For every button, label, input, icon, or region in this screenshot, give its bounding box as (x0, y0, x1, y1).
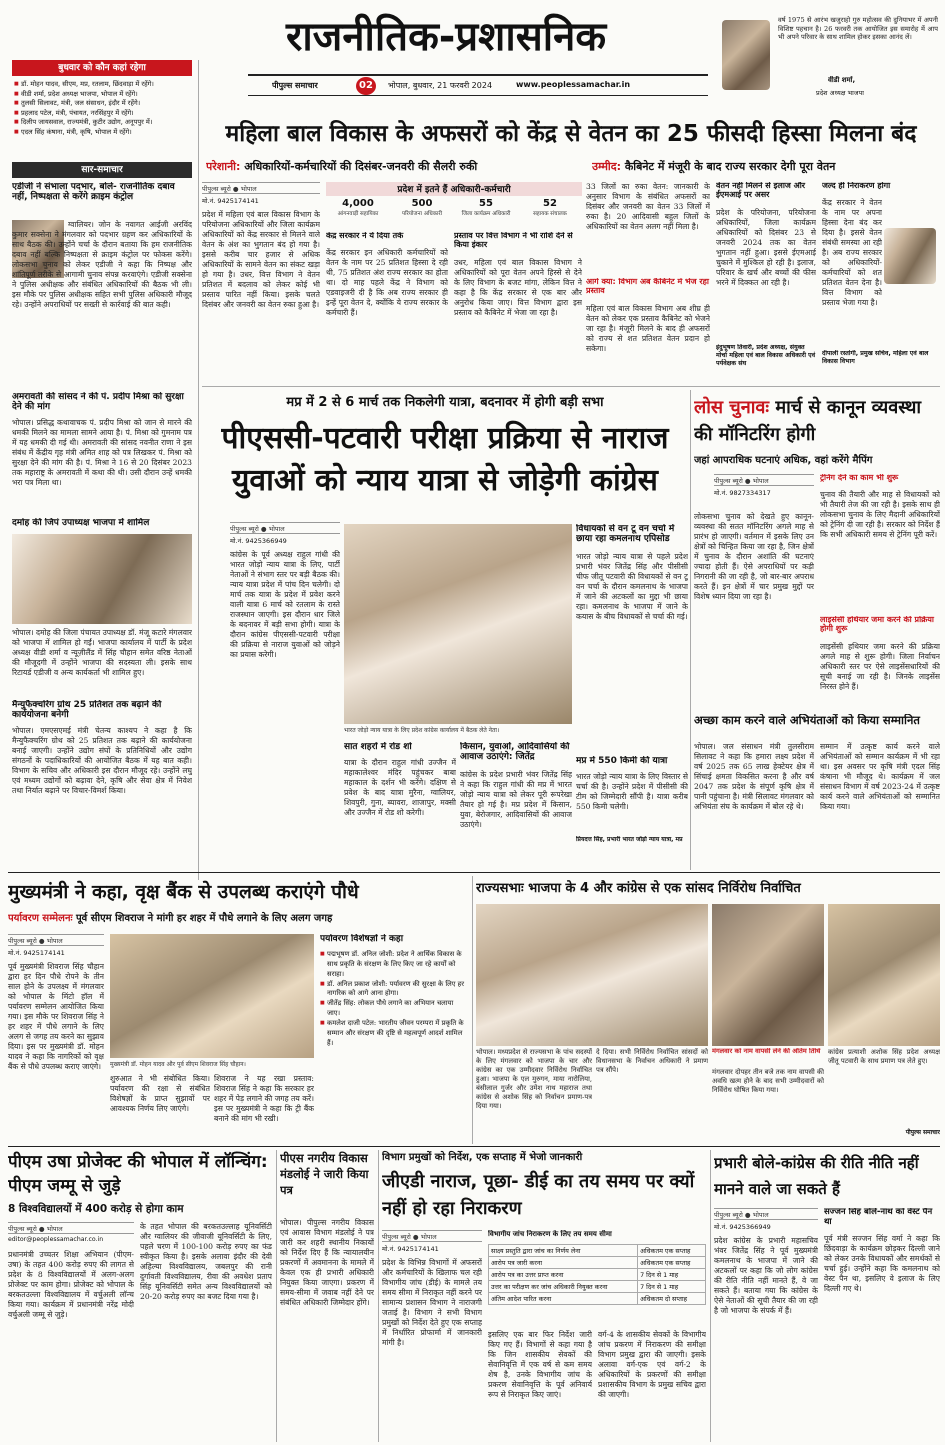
story5-photo-caption: मुख्यमंत्री डॉ. मोहन यादव और पूर्व सीएम शिवराज सिंह चौहान। (110, 1061, 246, 1068)
publication-name: पीपुल्स समाचार (272, 81, 318, 90)
byline: पीपुल्स ब्यूरो ● भोपाल (8, 934, 104, 946)
table-cell: साक्ष्य प्रस्तुति द्वारा जांच का निर्णय लेना (489, 1245, 638, 1257)
column-divider (276, 1150, 277, 1442)
page-number: 02 (356, 77, 376, 95)
lead-mid1-head-text: केंद्र सरकार ने ये दिया तर्क (326, 232, 404, 240)
story2-sub4-text: भारत जोड़ो न्याय यात्रा के लिए विस्तार से चर्चा की है। उन्होंने प्रदेश में पीसीसी की टीम को जिम्मेदारी सौंपी है। यात्रा करीब 550 किमी चलेगी। (576, 772, 688, 812)
lead-mid2-head: प्रस्ताव पर वित्त विभाग ने भी राशि देने से किया इंकार (454, 232, 573, 249)
table-cell: 7 दिन से 1 माह (638, 1269, 706, 1281)
divider (202, 386, 940, 387)
byline: पीपुल्स ब्यूरो ● भोपाल (8, 1222, 134, 1234)
story9-col3: वर्ग-4 के शासकीय सेवकों के विभागीय जांच प्रकरण में निराकरण की समीक्षा विभाग प्रमुख द्वारा की जाएगी। इसके अलावा वर्ग-एक एवं वर्ग-2 के अधिकारियों के प्रकरणों की समीक्षा प्रशासकीय विभाग के प्रमुख सचिव द्वारा की जाएगी। (598, 1330, 706, 1400)
lead-mid5-text: प्रदेश के परियोजना, परियोजना अधिकारियों, जिला कार्यक्रम अधिकारियों को दिसंबर 23 से जनवरी 2024 तक का वेतन भुगतान नहीं हुआ। इससे ईएमआई चुकाने में मुश्किल हो रही है। इलाज, परिवार के खर्च और बच्चों की फीस भरने में दिक्कत आ रही है। (716, 208, 816, 288)
story9-table (488, 1244, 706, 1305)
byline-mobile: मो.नं. 9425174141 (202, 197, 259, 205)
byline-mobile: मो.नं. 9425366949 (714, 1223, 771, 1231)
story-law-order (694, 390, 940, 710)
story8-headline: पीएस नगरीय विकास मंडलोई ने जारी किया पत्र (280, 1151, 369, 1197)
story6-photo-3 (828, 904, 940, 1046)
stat-value: 55 (479, 198, 493, 209)
table-cell: 7 दिन से 1 माह (638, 1281, 706, 1293)
byline: पीपुल्स ब्यूरो ● भोपाल (382, 1230, 482, 1242)
lead-right-quote: दीपाली रस्तोगी, प्रमुख सचिव, महिला एवं बाल विकास विभाग (822, 350, 929, 366)
story-congress-incharge (714, 1150, 940, 1442)
story-gad (382, 1150, 706, 1442)
story10-headline: प्रभारी बोले-कांग्रेस की रीति नीति नहीं मानने वाले जा सकते हैं (714, 1154, 919, 1198)
list-item: ■ पद्मभूषण डॉ. अनिल जोशी: प्रदेश ने आर्थिक विकास के साथ प्रकृति के संरक्षण के लिए किए जा रहे कार्यों को सराहा। (320, 950, 468, 980)
story7-col2: के तहत भोपाल की बरकतउल्लाह यूनिवर्सिटी और ग्वालियर की जीवाजी यूनिवर्सिटी के लिए, पहले चरण में 100-100 करोड़ रुपए का फंड स्वीकृत किया है। इसके अलावा इंदौर की देवी अहिल्या विश्वविद्यालय, जबलपुर की रानी दुर्गावती विश्वविद्यालय, रीवा की अवधेश प्रताप सिंह यूनिवर्सिटी समेत अन्य विश्वविद्यालयों को 20-20 करोड़ रुपए का बजट दिया गया है। (140, 1222, 272, 1302)
story9-kicker: विभाग प्रमुखों को निर्देश, एक सप्ताह में भेजो जानकारी (382, 1152, 583, 1163)
story10-side-text: पूर्व मंत्री सज्जन सिंह वर्मा ने कहा कि छिंदवाड़ा के कार्यक्रम छोड़कर दिल्ली जाने को लेकर उनके विधायकों और समर्थकों से चर्चा हुई। उन्होंने कहा कि कमलनाथ को वेस्ट पैन था, इसलिए वे इलाज के लिए दिल्ली गए थे। (824, 1234, 940, 1294)
list-item: ■ एदल सिंह कंषाना, मंत्री, कृषि, भोपाल में रहेंगे। (14, 128, 194, 138)
story6-caption-1: भोपाल। मध्यप्रदेश से राज्यसभा के पांच सदस्यों के लिए मंगलवार को भाजपा के चार और कांग्रेस का एक उम्मीदवार निर्विरोध निर्वाचित हुआ। भाजपा के एल मुरुगन, माया नारोलिया, बंसीलाल गुर्जर और उमेश नाथ महाराज तथा कांग्रेस से अशोक सिंह को निर्वाचन प्रमाण-पत्र दिया गया। (476, 1048, 592, 1110)
lead-story (202, 110, 940, 382)
table-cell: अधिकतम दो सप्ताह (638, 1293, 706, 1305)
story4-col2: सम्मान में उत्कृष्ट कार्य करने वाले अभियंताओं को सम्मान कार्यक्रम में भी रहा था। इस अवसर पर कृषि मंत्री एदल सिंह कंषाना भी मौजूद थे। कार्यक्रम में जल संसाधन विभाग में वर्ष 2023-24 में उत्कृष्ट कार्य करने वाले अभियंताओं को सम्मानित किया गया। (820, 742, 940, 812)
stat-4 (518, 198, 582, 217)
lead-mid4-text: 33 जिलों का रुका वेतन: जानकारी के अनुसार विभाग के संबंधित अफसरों का दिसंबर और जनवरी का वेतन 33 जिलों में रुका है। 20 आदिवासी बहुल जिलों के अधिकारियों का वेतन अलग नहीं मिला है। (586, 182, 710, 232)
story3-kicker: लोस चुनावः (694, 397, 770, 418)
story5-col2: शुरुआत ने भी संबोधित किया। पर्यावरण की रक्षा से संबंधित विशेषज्ञों के प्राप्त सुझावों पर आवश्यक निर्णय लिए जाएंगे। (110, 1074, 210, 1114)
leader-name: वीडी शर्मा, (828, 76, 856, 84)
byline: पीपुल्स ब्यूरो ● भोपाल (714, 474, 814, 486)
story2-sub3-text: भारत जोड़ो न्याय यात्रा से पहले प्रदेश प्रभारी भंवर जितेंद्र सिंह और पीसीसी चीफ जीतू पटवारी की विधायकों से वन टू वन चर्चा के दौरान कमलनाथ के भाजपा में जाने की अटकलों का मुद्दा भी छाया रहा। कमलनाथ के भाजपा में जाने के कयास के बीच विधायकों से चर्चा की गई। (576, 552, 688, 622)
stat-label: परियोजना अधिकारी (401, 211, 443, 217)
story6-photo-1 (476, 904, 708, 1046)
column-divider (378, 1150, 379, 1442)
leader-box (716, 16, 940, 102)
table-cell: अधिकतम एक सप्ताह (638, 1257, 706, 1269)
table-cell: आरोप पत्र का उत्तर प्राप्त करना (489, 1269, 638, 1281)
table-row (489, 1293, 706, 1305)
story3-sub2-head: लाइसेंसी हथियार जमा करने की प्रक्रिया होगी शुरू (820, 616, 934, 633)
lead-mid3-head: आगे क्या: विभाग अब कैबिनेट में भेज रहा प्रस्ताव (586, 278, 709, 295)
list-item: ■ डॉ. मोहन यादव, सीएम, मप्र, रतलाम, छिंदवाड़ा में रहेंगे। (14, 80, 194, 90)
summary-1-text: ग्वालियर। जोन के नवागत आईजी अरविंद कुमार सक्सेना ने मंगलवार को पदभार ग्रहण कर अधिकारियों के साथ बैठक की। उन्होंने चर्चा के दौरान बताया कि हम राजनीतिक दबाव नहीं बल्कि निष्पक्षता से क्राइम कंट्रोल पर फोकस करेंगे। लोकसभा चुनाव को लेकर एडीजी ने कहा कि निष्पक्ष और शांतिपूर्ण तरीके से आगामी चुनाव संपन्न करवाएंगे। एडीजी सक्सेना ने पुलिस अधीक्षक और संबंधित अधिकारियों की बैठक भी ली। इस मौके पर पुलिस अधीक्षक सहित सभी पुलिस अधिकारी मौजूद रहे। उन्होंने अपराधियों पर सख्ती से कार्रवाई की बात कही। (12, 220, 192, 310)
column-divider (472, 876, 473, 1144)
column-divider (690, 390, 691, 870)
story7-col1: प्रधानमंत्री उच्चतर शिक्षा अभियान (पीएम-उषा) के तहत 400 करोड़ रुपए की लागत से प्रदेश के 8 विश्वविद्यालयों में अलग-अलग प्रोजेक्ट पर काम होगा। प्रोजेक्ट को भोपाल के बरकतउल्ला विश्वविद्यालय में वर्चुअली लॉन्च किया गया। कार्यक्रम में प्रधानमंत्री नरेंद्र मोदी वर्चुअली जम्मू से जुड़े। (8, 1250, 134, 1320)
lead-col1: प्रदेश में महिला एवं बाल विकास विभाग के परियोजना अधिकारियों और जिला कार्यक्रम अधिकारियों को केंद्र सरकार से मिलने वाले वेतन के अंश का भुगतान बंद हो गया है। इससे करीब चार हजार से अधिक अधिकारियों के सामने वेतन का संकट खड़ा हो गया है। उधर, वित्त विभाग ने वेतन प्रतिशत में बदलाव को लेकर कोई भी प्रस्ताव पारित नहीं किया। इसके चलते दिसंबर और जनवरी का वेतन रुका हुआ है। (202, 210, 320, 310)
who-where-title: बुधवार को कौन कहां रहेगा (12, 60, 192, 76)
list-item: ■ दिलीप जायसवाल, राज्यमंत्री, कुटीर उद्योग, अनूपपुर में। (14, 118, 194, 128)
story9-col2: इसलिए एक बार फिर निर्देश जारी किए गए हैं। विभागों से कहा गया है कि जिन शासकीय सेवकों की सेवानिवृत्ति में एक वर्ष से कम समय शेष है, उनके विभागीय जांच के प्रकरण सेवानिवृत्ति के पूर्व अनिवार्य रूप से निराकृत किए जाएं। (488, 1330, 592, 1400)
lead-mid1-head (326, 232, 448, 246)
story7-sub: 8 विश्वविद्यालयों में 400 करोड़ से होगा काम (8, 1203, 184, 1215)
story4-col1: भोपाल। जल संसाधन मंत्री तुलसीराम सिलावट ने कहा कि हमारा लक्ष्य प्रदेश में वर्ष 2025 तक 65 लाख हेक्टेयर क्षेत्र में सिंचाई क्षमता विकसित करना है और वर्ष 2047 तक प्रदेश के संपूर्ण कृषि क्षेत्र में पानी पहुंचाना है। मंत्री सिलावट मंगलवार को अभियंता संघ के कार्यक्रम में बोल रहे थे। (694, 742, 814, 812)
story5-headline: मुख्यमंत्री ने कहा, वृक्ष बैंक से उपलब्ध कराएंगे पौधे (8, 881, 359, 903)
lead-right-head: जल्द ही निराकरण होगा (822, 182, 891, 190)
story7-headline: पीएम उषा प्रोजेक्ट की भोपाल में लॉन्चिंग: पीएम जम्मू से जुड़े (8, 1152, 268, 1196)
list-item: ■ कमलेश दाजी पटेल: भारतीय जीवन परम्परा में प्रकृति के सम्मान और संरक्षण की दृष्टि से महत्वपूर्ण आदर्श शामिल हैं। (320, 1019, 468, 1049)
stat-value: 500 (411, 198, 433, 209)
story6-headline: राज्यसभाः भाजपा के 4 और कांग्रेस से एक सांसद निर्विरोध निर्वाचित (476, 881, 801, 896)
stat-1 (326, 198, 390, 217)
story3-sub1-head: ट्रेनिंग देने का काम भी शुरू (820, 474, 899, 482)
story2-sub4-quote: प्रियदत्त सिंह, प्रभारी भारत जोड़ो न्याय यात्रा, मप्र (576, 836, 683, 843)
stat-value: 52 (543, 198, 557, 209)
story6-photo-credit: पीपुल्स समाचार (905, 1129, 940, 1136)
section-title: राजनीतिक-प्रशासनिक (285, 14, 607, 60)
story2-sub1-head: सात शहरों में रोड शो (344, 742, 412, 752)
story3-text: लोकसभा चुनाव को देखते हुए कानून-व्यवस्था की सतत मॉनिटरिंग अगले माह से प्रारंभ हो जाएगी। वर्तमान में इसके लिए उन क्षेत्रों को चिन्हित किया जा रहा है, जिन क्षेत्रों में चुनाव के दौरान अशांति की घटनाएं ज्यादा होती हैं। ऐसे अपराधियों पर कड़ी निगरानी की जा रही है, जो बार-बार अपराध करते हैं। इन क्षेत्रों में चार प्रमुख मुद्दों पर विशेष ध्यान दिया जा रहा है। (694, 512, 814, 602)
lead-sub-left (206, 158, 576, 176)
summary-3-text: भोपाल। दमोह की जिला पंचायत उपाध्यक्ष डॉ. मंजू कटारे मंगलवार को भाजपा में शामिल हो गईं। भाजपा कार्यालय में पार्टी के प्रदेश अध्यक्ष वीडी शर्मा व न्यूज़ीलैंड में सिंह चौहान समेत वरिष्ठ नेताओं की मौजूदगी में उन्होंने भाजपा की सदस्यता ली। इसके साथ रिटायर्ड एडीजी व अन्य कार्यकर्ता भी शामिल हुए। (12, 628, 192, 678)
story5-kicker: पर्यावरण सम्मेलनः (8, 913, 73, 924)
summary-2-headline: अमरावती की सांसद ने की पं. प्रदीप मिश्रा को सुरक्षा देने की मांग (12, 392, 184, 413)
story9-col1: प्रदेश के विभिन्न विभागों में अफसरों और कर्मचारियों के खिलाफ चल रही विभागीय जांच (डीई) के मामले तय समय सीमा में निराकृत नहीं करने पर सामान्य प्रशासन विभाग ने नाराजगी जताई है। विभाग ने सभी विभाग प्रमुखों को निर्देश देते हुए एक सप्ताह में निर्धारित प्रोफार्मा में जानकारी मांगी है। (382, 1258, 482, 1348)
stat-3 (454, 198, 518, 217)
byline: पीपुल्स ब्यूरो ● भोपाल (202, 182, 320, 194)
divider (8, 872, 940, 873)
summary-title: सार-समाचार (12, 162, 192, 178)
leader-role: प्रदेश अध्यक्ष भाजपा (816, 89, 864, 97)
story6-caption-2: दे दिया। सभी निर्विरोध निर्वाचित सांसदों को विधानसभा के निर्वाचन अधिकारी ने प्रमाण पत्र सौंपे। (596, 1048, 708, 1074)
story3-headline-text: मार्च से कानून व्यवस्था की मॉनिटरिंग होगी (694, 397, 922, 445)
story5-photo (110, 934, 314, 1058)
story-environment (8, 876, 468, 1144)
summary-4-text: भोपाल। एमएसएमई मंत्री चेतन्य काश्यप ने कहा है कि मैन्युफैक्चरिंग ग्रोथ को 25 प्रतिशत तक बढ़ाने की कार्ययोजना बनाई जाएगी। उन्होंने उद्योग संघों के प्रतिनिधियों और उद्योग संगठनों के पदाधिकारियों की आयोजित बैठक में यह बात कही। विभाग के सचिव और अधिकारी इस दौरान मौजूद रहे। उन्होंने लघु एवं मध्यम उद्योगों को बढ़ावा देने, कृषि और सेवा क्षेत्र में निवेश तथा निर्यात बढ़ाने पर विचार-विमर्श किया। (12, 726, 192, 796)
divider (8, 1146, 940, 1147)
story2-sub4-head: मप्र में 550 किमी की यात्रा (576, 756, 668, 766)
story2-photo-caption: भारत जोड़ो न्याय यात्रा के लिए प्रदेश कांग्रेस कार्यालय में बैठक लेते नेता। (344, 727, 500, 734)
story-nyay-yatra (202, 390, 688, 860)
lead-right-text: केंद्र सरकार ने वेतन के नाम पर अपना हिस्सा देना बंद कर दिया है। इससे वेतन संबंधी समस्या आ रही है। अब राज्य सरकार को अधिकारियों-कर्मचारियों को शत प्रतिशत वेतन देना है। वित्त विभाग को प्रस्ताव भेजा गया है। (822, 198, 882, 308)
story-urban-dev (280, 1150, 374, 1442)
story-pm-usha (8, 1150, 272, 1442)
left-column (8, 60, 196, 900)
story6-photo-2 (712, 904, 824, 1046)
lead-kicker-right: उम्मीद: (592, 160, 621, 173)
story2-sub1-text: यात्रा के दौरान राहुल गांधी उज्जैन में महाकालेश्वर मंदिर पहुंचकर बाबा महाकाल के दर्शन भी करेंगे। दक्षिण से प्रवेश के बाद यात्रा मुरैना, ग्वालियर, शिवपुरी, गुना, ब्यावरा, शाजापुर, मक्सी और उज्जैन में रोड शो करेगी। (344, 758, 456, 818)
byline: पीपुल्स ब्यूरो ● भोपाल (230, 522, 340, 534)
folio-bar (248, 74, 708, 96)
website-link[interactable]: www.peoplessamachar.in (516, 80, 631, 89)
byline-email: editor@peoplessamachar.co.in (8, 1236, 104, 1243)
table-cell: आरोप पत्र जारी करना (489, 1257, 638, 1269)
list-item: ■ जीतेंद्र सिंह: लोकल पौधे लगाने का अभियान चलाया जाए। (320, 999, 468, 1019)
who-where-list (14, 80, 194, 160)
column-divider (198, 60, 199, 880)
story9-headline: जीएडी नाराज, पूछा- डीई का तय समय पर क्यों नहीं हो रहा निराकरण (382, 1171, 695, 1219)
summary-1-headline: एडीजी ने संभाला पदभार, बोले- राजनीतिक दबाव नहीं, निष्पक्षता से करेंगे क्राइम कंट्रोल (12, 182, 175, 203)
story3-headline (694, 394, 940, 448)
byline-mobile: मो.नं. 9425366949 (230, 537, 287, 545)
stat-label: सहायक संचालक (533, 211, 567, 217)
story2-sub2-head: किसान, युवाओं, आदिवासियों की आवाज उठाएंगे: जितेंद्र (460, 742, 570, 763)
table-cell: उत्तर का परीक्षण कर जांच अधिकारी नियुक्त करना (489, 1281, 638, 1293)
story5-experts-list (320, 950, 468, 1142)
story5-col1: पूर्व मुख्यमंत्री शिवराज सिंह चौहान द्वारा हर दिन पौधे रोपने के तीन साल होने के उपलक्ष्य में मंगलवार को भोपाल के मिंटो हॉल में पर्यावरण सम्मेलन आयोजित किया गया। इस मौके पर शिवराज सिंह ने हर शहर में पौधे लगाने के लिए अलग से जगह तय करने का सुझाव दिया। इस पर मुख्यमंत्री डॉ. मोहन यादव ने कहा कि नागरिकों को वृक्ष बैंक से पौधे उपलब्ध कराए जाएंगे। (8, 962, 104, 1072)
story5-experts-head: पर्यावरण विशेषज्ञों ने कहा (320, 934, 404, 944)
story5-sub-text: पूर्व सीएम शिवराज ने मांगी हर शहर में पौधे लगाने के लिए अलग जगह (76, 913, 333, 924)
summary-3-photo (12, 534, 192, 624)
story2-photo (344, 524, 572, 724)
table-row (489, 1269, 706, 1281)
table-cell: अंतिम आदेश पारित करना (489, 1293, 638, 1305)
story-rajya-sabha (476, 876, 940, 1144)
story8-text: भोपाल। पीपुल्स नगरीय विकास एवं आवास विभाग मंडलोई ने पत्र जारी कर शहरी स्थानीय निकायों को निर्देश दिए हैं कि न्यायालयीन प्रकरणों में अवमानना के मामले में केवल एक ही प्रभारी अधिकारी नियुक्त किया जाएगा। प्रकरण में समय-सीमा में जवाब नहीं देने पर संबंधित अधिकारी जिम्मेदार होंगे। (280, 1218, 374, 1308)
column-divider (710, 1150, 711, 1442)
stat-value: 4,000 (342, 198, 374, 209)
lead-mid2-text: उधर, महिला एवं बाल विकास विभाग ने अधिकारियों को पूरा वेतन अपने हिस्से से देने के लिए विभाग के बजट मांगा, लेकिन वित्त ने कहा है कि केंद्र सरकार से एक बार और अनुरोध किया जाए। वित्त विभाग द्वारा इस प्रस्ताव को कैबिनेट में भेजा जा रहा है। (454, 258, 582, 318)
summary-3-headline: दमोह की जिपं उपाध्यक्ष भाजपा में शामिल (12, 518, 150, 528)
story-engineers (694, 714, 940, 866)
story4-headline: अच्छा काम करने वाले अभियंताओं को किया सम्मानित (694, 714, 920, 727)
table-row (489, 1257, 706, 1269)
summary-2-text: भोपाल। प्रसिद्ध कथावाचक पं. प्रदीप मिश्रा को जान से मारने की धमकी मिलने का मामला सामने आया है। पं. मिश्रा को गुमनाम पत्र में यह धमकी दी गई थी। अमरावती की सांसद नवनीत राणा ने इस संबंध में केंद्रीय गृह मंत्री अमित शाह को पत्र लिखकर पं. मिश्रा को सुरक्षा देने की मांग की है। पं. मिश्रा ने 16 से 20 दिसंबर 2023 तक महाराष्ट्र के अमरावती में कथा की थी। उसी दौरान उन्हें धमकी भरा पत्र मिला था। (12, 418, 192, 488)
lead-sub-left-text: अधिकारियों-कर्मचारियों की दिसंबर-जनवरी की सैलरी रुकी (244, 160, 478, 173)
story2-headline: पीएससी-पटवारी परीक्षा प्रक्रिया से नाराज युवाओं को न्याय यात्रा से जोड़ेगी कांग्रेस (221, 421, 669, 498)
story3-sub1-text: चुनाव की तैयारी और माह से विधायकों को भी तैयारी तेज की जा रही है। इसके साथ ही लोकसभा चुनाव के लिए मैदानी अधिकारियों को ट्रेनिंग दी जा रही है। सरकार को निर्देश हैं कि सभी अधिकारी समय से ट्रेनिंग पूरी करें। (820, 490, 940, 540)
stats-box (326, 182, 582, 226)
list-item: ■ तुलसी सिलावट, मंत्री, जल संसाधन, इंदौर में रहेंगे। (14, 99, 194, 109)
lead-mid3-text: महिला एवं बाल विकास विभाग अब शीघ्र ही वेतन को लेकर एक प्रस्ताव कैबिनेट को भेजने जा रहा है। मंजूरी मिलने के बाद ही अफसरों को राज्य से शत प्रतिशत वेतन प्रदान हो सकेगा। (586, 304, 710, 354)
lead-sub-right-text: कैबिनेट में मंजूरी के बाद राज्य सरकार देगी पूरा वेतन (624, 160, 836, 173)
list-item: ■ डॉ. अनिल प्रकाश जोशी: पर्यावरण की सुरक्षा के लिए हर नागरिक को आगे आना होगा। (320, 980, 468, 1000)
lead-mid5-head: वेतन नहीं मिलने से इलाज और ईएमआई पर असर (716, 182, 806, 199)
stats-title: प्रदेश में इतने हैं अधिकारी-कर्मचारी (326, 182, 582, 196)
story5-sub (8, 910, 468, 926)
story2-sub3-head: विधायकों से वन टू वन चर्चा में छाया रहा कमलनाथ एपिसोड (576, 524, 675, 545)
list-item: ■ प्रहलाद पटेल, मंत्री, पंचायत, नरसिंहपुर में रहेंगे। (14, 109, 194, 119)
story10-col1: प्रदेश कांग्रेस के प्रभारी महासचिव भंवर जितेंद्र सिंह ने पूर्व मुख्यमंत्री कमलनाथ के भाजपा में जाने की अटकलों पर कहा कि जो लोग कांग्रेस की रीति नीति नहीं मानते हैं, वे जा सकते हैं। बताया गया कि कांग्रेस के ऐसे नेताओं की सूची तैयार की जा रही है जो भाजपा के संपर्क में हैं। (714, 1236, 818, 1316)
lead-sub-right (592, 158, 940, 176)
table-row (489, 1245, 706, 1257)
byline-mobile: मो.नं. 9425174141 (382, 1245, 439, 1253)
story9-table-title: विभागीय जांच निराकरण के लिए तय समय सीमा (488, 1230, 612, 1238)
lead-right-photo (884, 228, 936, 284)
table-row (489, 1281, 706, 1293)
story2-sub2-text: कांग्रेस के प्रदेश प्रभारी भंवर जितेंद्र सिंह ने कहा कि राहुल गांधी की मप्र में भारत जोड़ो न्याय यात्रा को लेकर पूरी रूपरेखा तैयार हो गई है। मप्र प्रदेश में किसान, युवा, बेरोजगार, आदिवासियों की आवाज उठाएंगे। (460, 770, 572, 830)
lead-mid1-text: केंद्र सरकार इन अधिकारी कर्मचारियों को वेतन के नाम पर 25 प्रतिशत हिस्सा दे रही थी, 75 प्रतिशत अंश राज्य सरकार का होता था। दो माह पहले केंद्र ने विभाग को एडवाइजरी दी है कि अब राज्य सरकार ही इन्हें पूरा वेतन दे, क्योंकि ये राज्य सरकार के कर्मचारी हैं। (326, 248, 448, 318)
story9-table-box (488, 1230, 706, 1326)
story5-col3: शिवराज ने यह रखा प्रस्ताव: शिवराज सिंह ने कहा कि सरकार हर शहर में पेड़ लगाने की जगह तय करें। इस पर मुख्यमंत्री ने कहा कि ट्री बैंक बनाने की मांग भी रखी। (214, 1074, 314, 1124)
lead-mid5-quote: इंदुभूषण तिवारी, प्रदेश अध्यक्ष, संयुक्त मोर्चा महिला एवं बाल विकास अधिकारी एवं पर्यवेक्षक संघ (716, 344, 816, 368)
story2-kicker: मप्र में 2 से 6 मार्च तक निकलेगी यात्रा, बदनावर में होगी बड़ी सभा (286, 395, 604, 410)
lead-headline: महिला बाल विकास के अफसरों को केंद्र से वेतन का 25 फीसदी हिस्सा मिलना बंद (225, 121, 917, 147)
leader-message: वर्ष 1975 से आरंभ खजुराहो गुरु महोत्सव की दुनियाभर में अपनी विशिष्ट पहचान है। 26 फरवरी तक आयोजित इस समारोह में आप भी अपने परिवार के साथ शामिल होकर इसका आनंद लें। (778, 16, 938, 42)
story3-sub: जहां आपराधिक घटनाएं अधिक, वहां करेंगे मैपिंग (694, 455, 873, 466)
story3-sub2-text: लाइसेंसी हथियार जमा करने की प्रक्रिया अगले माह से शुरू होगी। जिला निर्वाचन अधिकारी स्तर पर ऐसे लाइसेंसधारियों की सूची बनाई जा रही है। जिनके लाइसेंस निरस्त होने हैं। (820, 642, 940, 692)
story6-caption-4: कांग्रेस प्रत्याशी अशोक सिंह प्रदेश अध्यक्ष जीतू पटवारी के साथ प्रमाण पत्र लेते हुए। (828, 1048, 940, 1065)
byline-mobile: मो.नं. 9827334317 (714, 489, 771, 497)
lead-kicker-left: परेशानी: (206, 160, 241, 173)
stat-label: जिला कार्यक्रम अधिकारी (461, 211, 511, 217)
list-item: ■ वीडी शर्मा, प्रदेश अध्यक्ष भाजपा, भोपाल में रहेंगे। (14, 90, 194, 100)
story6-caption-3: मंगलवार दोपहर तीन बजे तक नाम वापसी की अवधि खत्म होने के बाद सभी उम्मीदवारों को निर्विरोध घोषित किया गया। (712, 1068, 824, 1094)
story10-side-head: सज्जन सिंह बोले-नाथ को वेस्ट पैन था (824, 1208, 933, 1227)
story6-caption-3-head: मंगलवार को नाम वापसी लेने की अंतिम तिथि (712, 1048, 821, 1055)
stat-label: आंगनवाड़ी सहायिका (337, 211, 379, 217)
dateline: भोपाल, बुधवार, 21 फरवरी 2024 (388, 81, 493, 90)
story2-col1: कांग्रेस के पूर्व अध्यक्ष राहुल गांधी की भारत जोड़ो न्याय यात्रा के लिए, पार्टी नेताओं ने संभाग स्तर पर बड़ी बैठक की। न्याय यात्रा प्रदेश में पांच दिन चलेगी। दो मार्च तक यात्रा के प्रदेश में प्रवेश करने वाली यात्रा 6 मार्च को रतलाम के रास्ते राजस्थान जाएगी। इस दौरान धार जिले के बदनावर में बड़ी सभा होगी। यात्रा के दौरान कांग्रेस पीएससी-पटवारी परीक्षा की प्रक्रिया से नाराज युवाओं को जोड़ने का प्रयास करेगी। (230, 550, 340, 660)
summary-4-headline: मैन्युफैक्चरिंग ग्रोथ 25 प्रतिशत तक बढ़ाने की कार्ययोजना बनेगी (12, 700, 162, 721)
byline-mobile: मो.नं. 9425174141 (8, 949, 65, 957)
leader-photo (722, 20, 770, 90)
byline: पीपुल्स ब्यूरो ● भोपाल (714, 1208, 818, 1220)
stat-2 (390, 198, 454, 217)
table-cell: अधिकतम एक सप्ताह (638, 1245, 706, 1257)
